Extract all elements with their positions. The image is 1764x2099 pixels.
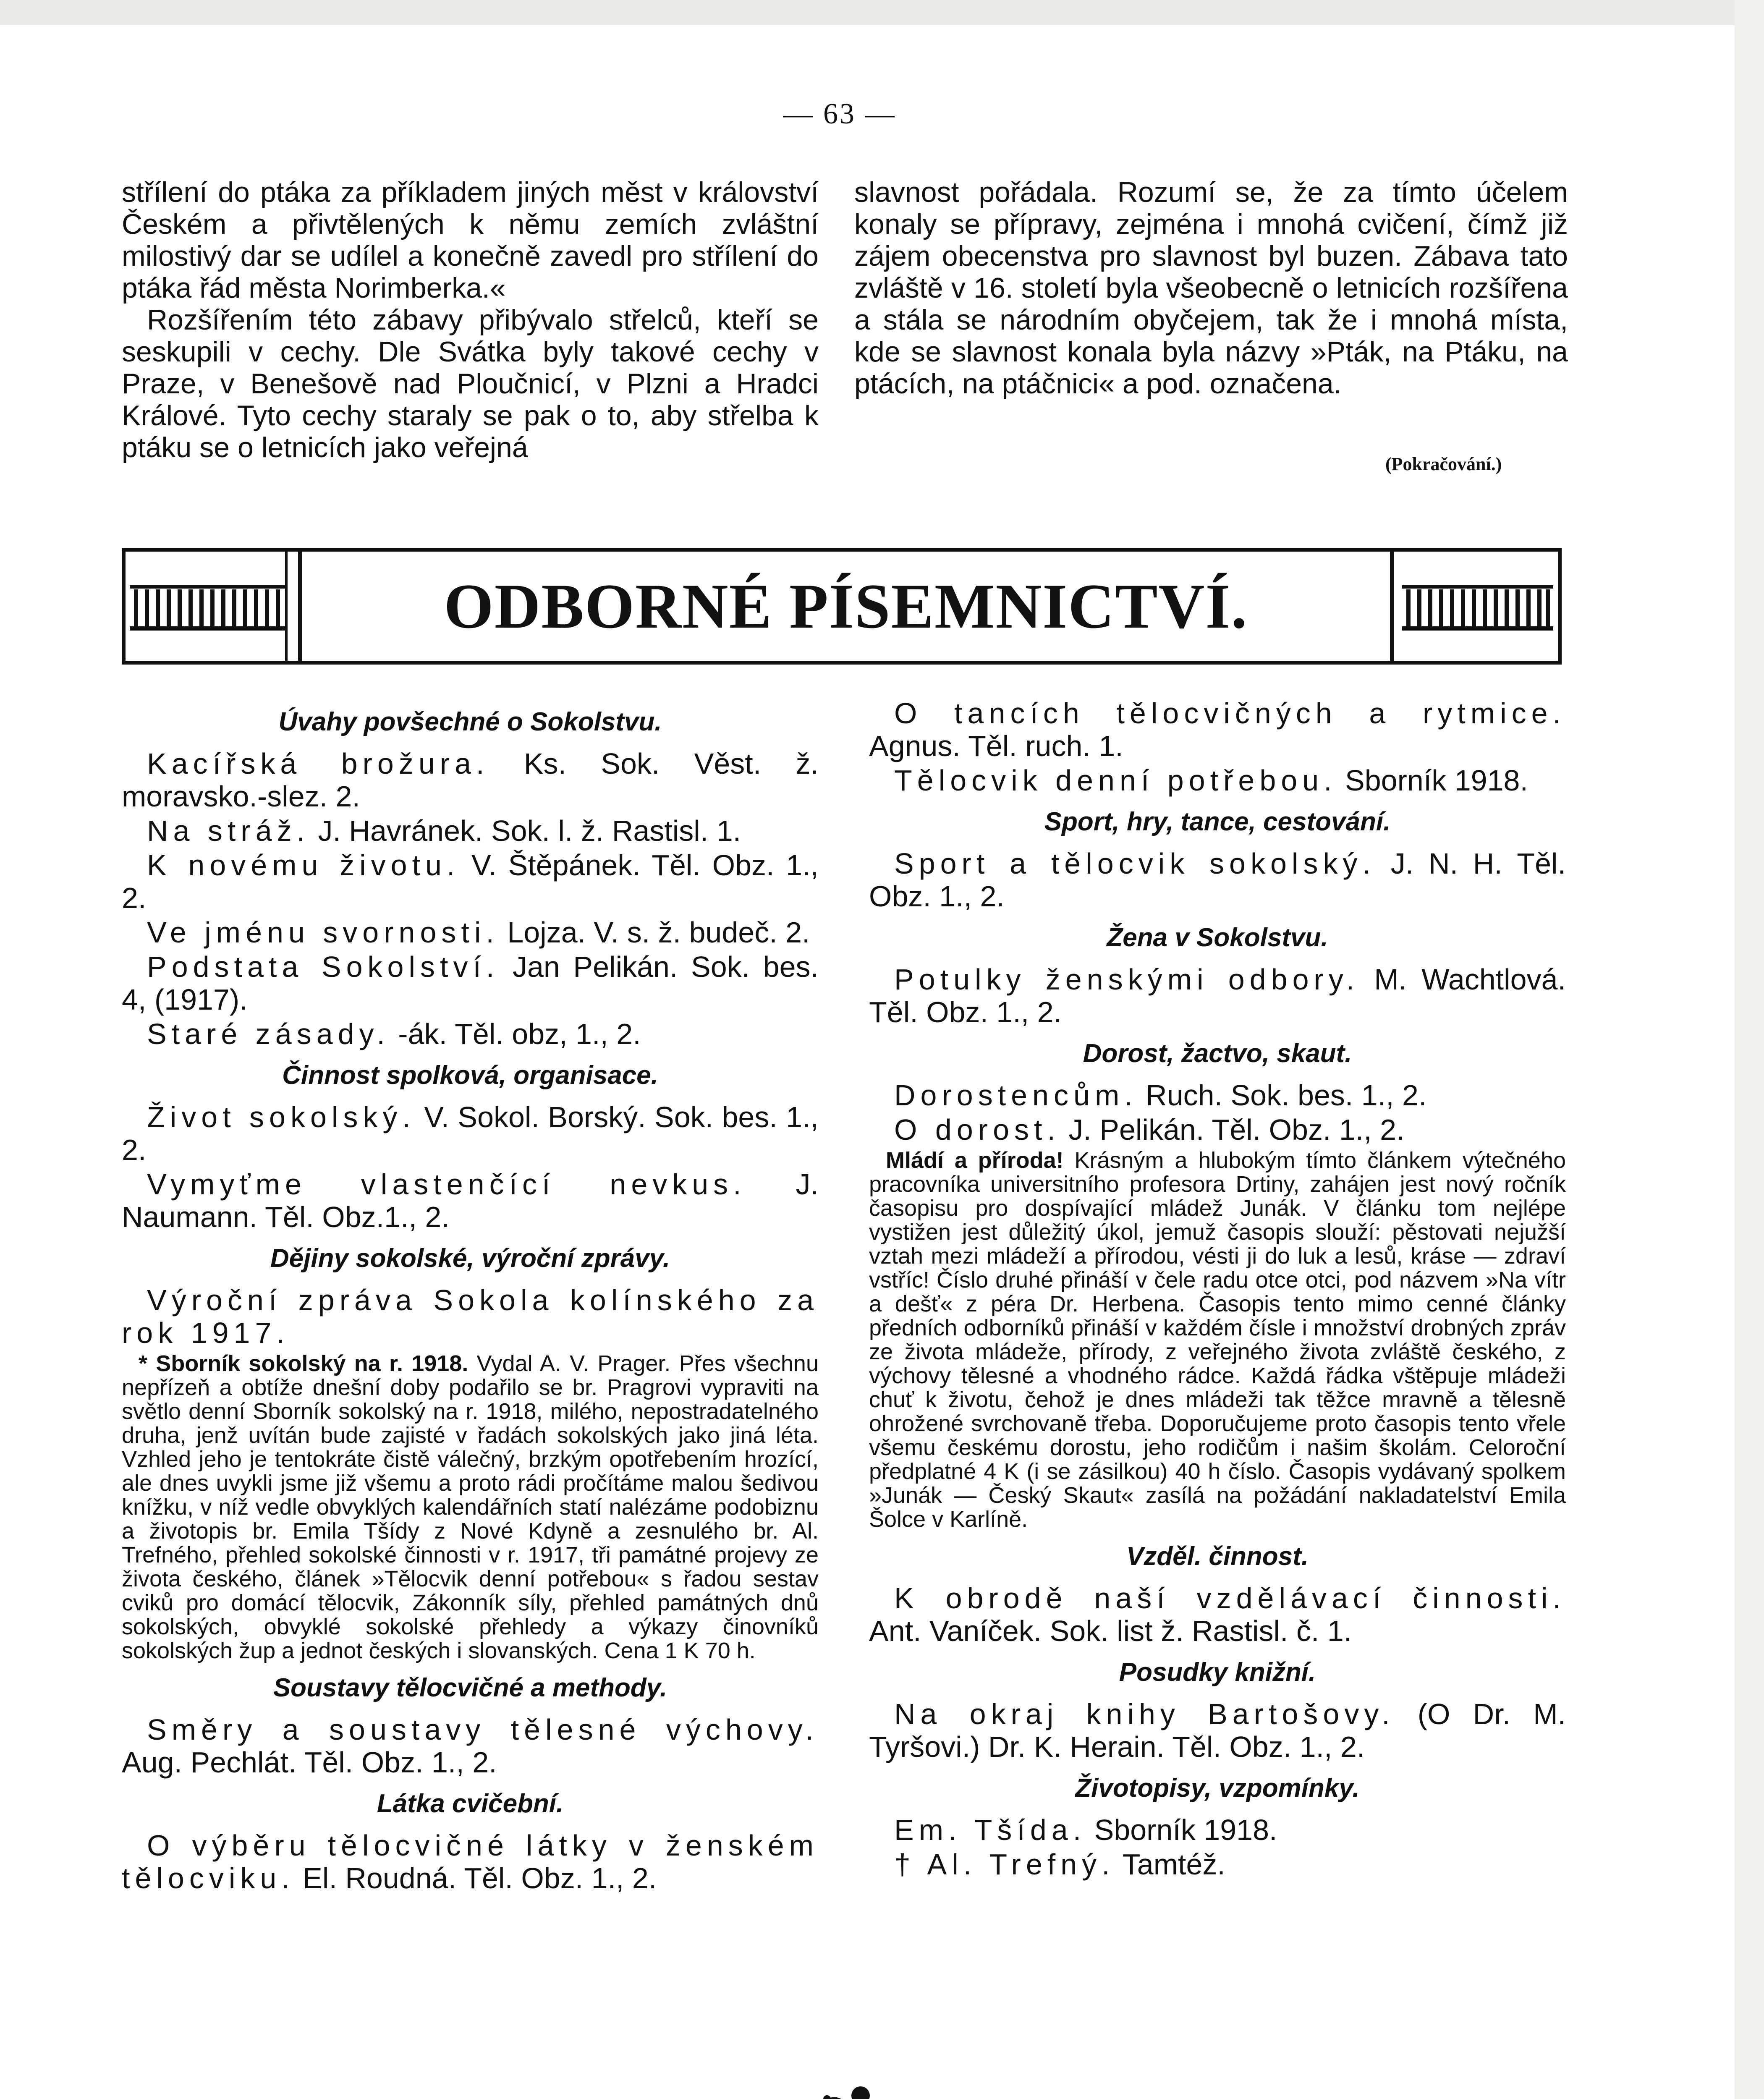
bibliography-entry: Na stráž. J. Havránek. Sok. l. ž. Rastisl. 1. [147, 814, 741, 847]
bibliography-entry: Výroční zpráva Sokola kolínského za rok 1917. [122, 1284, 819, 1349]
bibliography-right-column [869, 697, 1566, 1882]
category-heading: Sport, hry, tance, cestování. [1044, 807, 1391, 836]
article-continuation-right [854, 176, 1568, 400]
balustrade-ornament-icon [130, 577, 289, 640]
bibliography-entry: Kacířská brožura. Ks. Sok. Věst. ž. moravsko.-slez. 2. [122, 747, 819, 813]
paragraph: slavnost pořádala. Rozumí se, že za tímto účelem konaly se přípravy, zejména i mnohá cvičení, čímž již zájem obecenstva pro slavnost byl buzen. Zábava tato zvláště v 16. století byla všeobecně o letnicích rozšířena a stála se národním obyčejem, tak že i mnohá místa, kde se slavnost konala byla názvy »Pták, na Ptáku, na ptácích, na ptáčnici« a pod. označena. [854, 176, 1568, 400]
bibliography-entry: Vymyťme vlastenčící nevkus. J. Naumann. Těl. Obz.1., 2. [122, 1168, 819, 1233]
bibliography-entry: Život sokolský. V. Sokol. Borský. Sok. bes. 1., 2. [122, 1101, 819, 1166]
category-heading: Životopisy, vzpomínky. [1075, 1774, 1360, 1803]
bibliography-entry: Staré zásady. -ák. Těl. obz, 1., 2. [147, 1018, 641, 1050]
paragraph: Rozšířením této zábavy přibývalo střelců, kteří se seskupili v cechy. Dle Svátka byly takové cechy v Praze, v Benešově nad Ploučnicí, v Plzni a Hradci Králové. Tyto cechy staraly se pak o to, aby střelba k ptáku se o letnicích jako veřejná [122, 304, 819, 463]
bibliography-entry: Dorostencům. Ruch. Sok. bes. 1., 2. [894, 1079, 1427, 1112]
bibliography-entry: Na okraj knihy Bartošovy. (O Dr. M. Tyršovi.) Dr. K. Herain. Těl. Obz. 1., 2. [869, 1698, 1566, 1763]
bibliography-entry: Sport a tělocvik sokolský. J. N. H. Těl. Obz. 1., 2. [869, 847, 1566, 913]
continued-note: (Pokračování.) [1385, 454, 1502, 474]
bibliography-entry: Tělocvik denní potřebou. Sborník 1918. [894, 764, 1528, 797]
section-title: ODBORNÉ PÍSEMNICTVÍ. [444, 571, 1248, 641]
category-heading: Dějiny sokolské, výroční zprávy. [270, 1244, 670, 1273]
page-number: — 63 — [783, 98, 896, 130]
category-heading: Vzděl. činnost. [1126, 1542, 1309, 1571]
fleuron-ornament-icon [810, 2082, 877, 2099]
bibliography-entry: Podstata Sokolství. Jan Pelikán. Sok. bes. 4, (1917). [122, 950, 819, 1016]
bibliography-entry: Potulky ženskými odbory. M. Wachtlová. Těl. Obz. 1., 2. [869, 963, 1566, 1029]
category-heading: Dorost, žactvo, skaut. [1083, 1039, 1352, 1068]
category-heading: Soustavy tělocvičné a methody. [273, 1673, 667, 1702]
category-heading: Úvahy povšechné o Sokolstvu. [278, 707, 662, 736]
bibliography-left-column [122, 697, 819, 1896]
bibliography-entry: Em. Tšída. Sborník 1918. [894, 1814, 1277, 1846]
category-heading: Žena v Sokolstvu. [1107, 923, 1328, 952]
category-heading: Látka cvičební. [377, 1789, 564, 1818]
bibliography-entry: Směry a soustavy tělesné výchovy. Aug. Pechlát. Těl. Obz. 1., 2. [122, 1713, 819, 1779]
banner-right-panel [1390, 552, 1558, 661]
bibliography-entry: O tancích tělocvičných a rytmice. Agnus. Těl. ruch. 1. [869, 697, 1566, 762]
page-edge-top [0, 0, 1764, 25]
bibliography-entry: † Al. Trefný. Tamtéž. [894, 1848, 1225, 1881]
banner-left-panel [126, 552, 302, 661]
paragraph: střílení do ptáka za příkladem jiných měst v království Českém a přivtělených k němu zemích zvláštní milostivý dar se udílel a konečně zavedl pro střílení do ptáka řád města Norimberka.« [122, 176, 819, 304]
section-banner [122, 548, 1562, 665]
bibliography-entry: K obrodě naší vzdělávací činnosti. Ant. Vaníček. Sok. list ž. Rastisl. č. 1. [869, 1582, 1566, 1647]
page-edge-right [1735, 0, 1764, 2099]
bibliography-entry: O výběru tělocvičné látky v ženském tělocviku. El. Roudná. Těl. Obz. 1., 2. [122, 1829, 819, 1895]
review-note: * Sborník sokolský na r. 1918. Vydal A. V. Prager. Přes všechnu nepřízeň a obtíže dnešní doby podařilo se br. Pragrovi vypraviti na světlo denní Sborník sokolský na r. 1918, milého, nepostradatelného druha, jenž uvítán bude zajisté v řadách sokolských jako jiná léta. Vzhled jeho je tentokráte čistě válečný, brzkým opotřebením hrozící, ale dnes uvykli jsme již všemu a proto rádi pročítáme malou šedivou knížku, v níž vedle obvyklých kalendářních statí nalézáme podobiznu a životopis br. Emila Tšídy z Nové Kdyně a zesnulého br. Al. Trefného, přehled sokolské činnosti v r. 1917, tři památné projevy ze života českého, článek »Tělocvik denní potřebou« s řadou sestav cviků pro domácí tělocvik, Zákonník síly, přehled památných dnů sokolských, obvyklé sokolské přehledy a výkazy činovníků sokolských žup a jednot českých i slovanských. Cena 1 K 70 h. [122, 1351, 819, 1663]
category-heading: Činnost spolková, organisace. [282, 1061, 658, 1090]
bibliography-entry: Ve jménu svornosti. Lojza. V. s. ž. budeč. 2. [147, 916, 810, 949]
bibliography-entry: O dorost. J. Pelikán. Těl. Obz. 1., 2. [894, 1113, 1405, 1146]
category-heading: Posudky knižní. [1119, 1658, 1316, 1687]
article-continuation-left [122, 176, 819, 463]
balustrade-ornament-icon [1402, 577, 1557, 640]
bibliography-entry: K novému životu. V. Štěpánek. Těl. Obz. 1., 2. [122, 849, 819, 914]
review-note: Mládí a příroda! Krásným a hlubokým tímto článkem výtečného pracovníka universitního profesora Drtiny, zahájen jest nový ročník časopisu pro dospívající mládež Junák. V článku tom nejlépe vystižen jest důležitý úkol, jemuž časopis slouží: pěstovati nejužší vztah mezi mládeží a přírodou, vésti ji do luk a lesů, kráse — zdraví vstříc! Číslo druhé přináší v čele radu otce otci, pod názvem »Na vítr a dešť« z péra Dr. Herbena. Časopis tento mimo cenné články předních odborníků přináší v každém čísle i množství drobných zpráv ze života mládeže, přírody, z veřejného života zvláště českého, z výchovy tělesné a vhodného rádce. Každá řádka vštěpuje mládeži chuť k životu, čehož je dnes mládeži tak těžce mravně a tělesně ohrožené svrchovaně třeba. Doporučujeme proto časopis tento vřele všemu českému dorostu, jeho rodičům i našim školám. Celoroční předplatné 4 K (i se zásilkou) 40 h číslo. Časopis vydávaný spolkem »Junák — Český Skaut« zasílá na požádání nakladatelství Emila Šolce v Karlíně. [869, 1148, 1566, 1532]
